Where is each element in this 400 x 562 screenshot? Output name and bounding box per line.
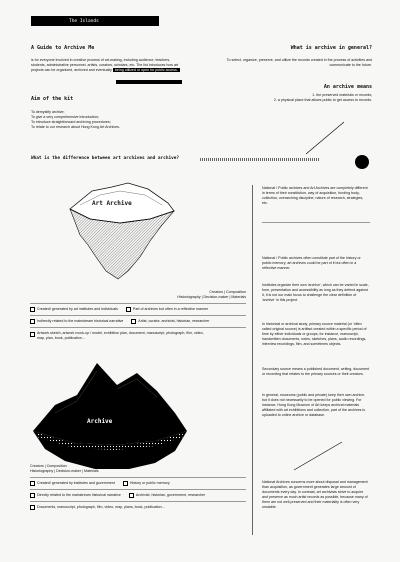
guide-text-highlight: being utilized or open for public access.	[114, 68, 178, 72]
diagonal-line-decoration	[288, 436, 348, 476]
art-archive-header	[30, 290, 246, 300]
item-text: Documents, manuscript, photograph, film, video, map, plans, book, publication...	[37, 505, 165, 509]
checkbox-icon	[30, 505, 35, 510]
checkbox-icon	[129, 493, 134, 498]
checkbox-icon	[30, 493, 35, 498]
note-2: National / Public archives often constitute part of the history or public memory; art archives could be part of it but often in a reflective manner.	[262, 256, 361, 270]
note-3: Institutes organize their own 'archive', which can be varied in scale, form, presentation and accessibility as long as they defend against it, it is not our main focus to challenge the clear definition of 'archive' in this project.	[262, 283, 369, 302]
aim-list	[31, 110, 181, 130]
list-item	[30, 331, 210, 341]
checkbox-icon	[30, 307, 35, 312]
list-item	[30, 481, 115, 486]
note-5: Secondary source means a published document, writing, document or recording that relates to the primary sources or their creators.	[262, 367, 370, 376]
means-title: An archive means	[323, 84, 372, 90]
item-text: Directly related to the mainstream historical narrative	[37, 493, 121, 497]
checkbox-icon	[123, 481, 128, 486]
note-1: National / Public archives and Art Archives are completely different in terms of their constitution, way of acquisition, funding body, collection, overarching discipline, nature of research, strategies, etc.	[262, 186, 368, 205]
column-divider	[252, 250, 253, 535]
list-item	[30, 493, 121, 498]
guide-text-body: is for everyone involved in creative process of art-making, including audience, teachers, students, administrative personnel, artists, curators, scholars, etc. The list introduces how art projects can be organized, archived and eventually	[31, 58, 179, 72]
note-separator	[262, 222, 370, 223]
list-item	[123, 481, 170, 486]
list-item	[126, 307, 208, 312]
art-archive-header-line1: Creators | Composition	[209, 290, 246, 294]
row-separator	[30, 327, 246, 328]
archive-separator	[30, 477, 246, 478]
art-archive-items	[30, 307, 246, 341]
art-archive-label: Art Archive	[92, 200, 132, 207]
note-7: National Archives concerns more about disposal and management than acquisition, as government generates large amount of documents every day. In contrast, art archivists strive to acquire and preserve as much artist records as possible, because many of them are not well-preserved and their materiality is often very unstable.	[262, 480, 368, 509]
note-6: In general, museums (public and private) keep their own archive, but it does not necessarily to be opened for public viewing. For instance, Hong Kong Museum of Art keeps archival materials affiliated with art exhibitions and collection, part of the archives is uploaded to online archive or database.	[262, 393, 366, 417]
guide-text	[31, 58, 181, 73]
row-separator	[30, 315, 246, 316]
list-item	[30, 319, 123, 324]
checkbox-icon	[126, 307, 131, 312]
archive-header-line1: Creators | Composition	[30, 464, 67, 468]
checkbox-icon	[30, 481, 35, 486]
art-archive-island-illustration	[50, 175, 190, 295]
note-4: In historical or archival study, primary source material (or 'often called original source) is artifact created within a specific period of time by either individuals or groups, for instance, manuscript, handwritten documents, notes, sketches, plans, audio recordings, interview recordings, film, and sometimes objects.	[262, 322, 367, 346]
means-list	[222, 93, 372, 103]
list-item	[30, 307, 118, 312]
checkbox-icon	[30, 319, 35, 324]
aim-item: To give a very comprehensive introduction;	[31, 115, 100, 119]
archive-header	[30, 464, 246, 474]
archive-header-line2: Historiography | Decision-maker | Materials	[30, 469, 99, 473]
black-dot-decoration	[355, 155, 369, 169]
item-text: Archivist, historian, government, researcher	[135, 493, 206, 497]
archive-island-illustration	[25, 355, 195, 475]
checkbox-icon	[30, 332, 35, 337]
art-archive-header-line2: Historiography | Decision-maker | Materials	[177, 295, 246, 299]
archive-label: Archive	[87, 418, 113, 425]
archive-items	[30, 481, 246, 510]
aim-item: To demystify archive;	[31, 110, 65, 114]
item-text: Created/ generated by institutes and government	[37, 481, 115, 485]
title-bar	[31, 16, 159, 26]
row-separator	[30, 489, 246, 490]
row-separator	[30, 501, 246, 502]
what-title: What is archive in general?	[290, 45, 372, 51]
list-item	[30, 505, 246, 510]
item-text: Part of archives but often in a reflective manner	[132, 307, 209, 311]
what-text: To select, organize, preserve, and utilize the records created in the process of activities and communicate to the future.	[226, 58, 372, 67]
list-item	[131, 319, 209, 324]
means-item: 1. the preserved materials or records;	[312, 93, 372, 97]
aim-item: To introduce straightforward archiving procedures;	[31, 120, 111, 124]
list-item	[129, 493, 205, 498]
checkbox-icon	[131, 319, 136, 324]
highlight-bar	[116, 80, 182, 84]
diagonal-line-decoration	[300, 118, 350, 158]
dotted-divider	[200, 158, 320, 161]
item-text: Artwork sketch, artwork mock-up / model, exhibition plan, document, manuscript, photograph, film, video, map, plan, book, publication...	[37, 331, 204, 340]
item-text: Created/ generated by art institutes and individuals	[37, 307, 118, 311]
difference-title-text: What is the difference between art archives and archive?	[31, 156, 180, 161]
page-title: The Islands	[69, 18, 99, 24]
aim-title: Aim of the kit	[31, 96, 74, 102]
item-text: Artist, curator, archivist, historian, researcher	[138, 319, 210, 323]
aim-item: To relate to our research about Hong Kong Art Archives.	[31, 125, 120, 129]
item-text: Indirectly related to the mainstream historical narrative	[37, 319, 124, 323]
means-item: 2. a physical place that allows public to get access to records.	[273, 98, 372, 102]
item-text: History or public memory	[129, 481, 170, 485]
art-archive-separator	[30, 303, 246, 304]
guide-title: A Guide to Archive Me	[31, 45, 95, 51]
